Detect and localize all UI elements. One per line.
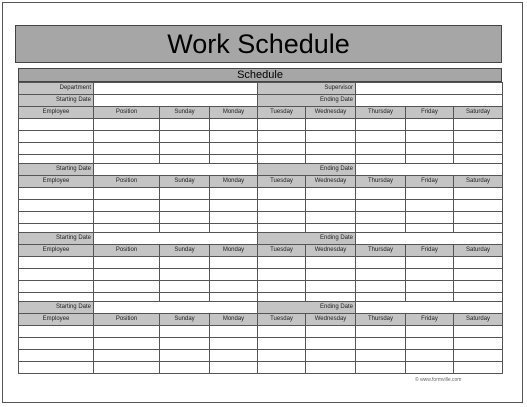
schedule-cell[interactable] xyxy=(356,131,406,143)
date-row xyxy=(19,95,503,107)
schedule-cell[interactable] xyxy=(306,119,356,131)
schedule-cell[interactable] xyxy=(454,119,503,131)
schedule-cell[interactable] xyxy=(258,257,306,269)
schedule-cell[interactable] xyxy=(306,188,356,200)
schedule-cell[interactable] xyxy=(210,131,258,143)
schedule-cell[interactable] xyxy=(306,131,356,143)
col-tuesday: Tuesday xyxy=(258,107,306,119)
col-sunday: Sunday xyxy=(160,245,210,257)
schedule-cell[interactable] xyxy=(94,326,160,338)
schedule-cell[interactable] xyxy=(306,362,356,374)
schedule-cell[interactable] xyxy=(258,338,306,350)
schedule-cell[interactable] xyxy=(356,188,406,200)
schedule-cell[interactable] xyxy=(94,188,160,200)
schedule-cell[interactable] xyxy=(210,212,258,224)
schedule-cell[interactable] xyxy=(258,200,306,212)
table-row xyxy=(19,119,503,131)
col-thursday: Thursday xyxy=(356,107,406,119)
schedule-cell[interactable] xyxy=(406,188,454,200)
col-thursday: Thursday xyxy=(356,176,406,188)
table-row xyxy=(19,326,503,338)
schedule-cell[interactable] xyxy=(94,143,160,155)
schedule-cell[interactable] xyxy=(454,188,503,200)
col-wednesday: Wednesday xyxy=(306,245,356,257)
schedule-cell[interactable] xyxy=(356,200,406,212)
schedule-cell[interactable] xyxy=(160,362,210,374)
schedule-cell[interactable] xyxy=(356,257,406,269)
schedule-cell[interactable] xyxy=(454,212,503,224)
schedule-cell[interactable] xyxy=(406,200,454,212)
schedule-cell[interactable] xyxy=(406,281,454,293)
schedule-cell[interactable] xyxy=(210,281,258,293)
schedule-cell[interactable] xyxy=(454,269,503,281)
schedule-cell[interactable] xyxy=(406,338,454,350)
schedule-cell[interactable] xyxy=(454,200,503,212)
col-wednesday: Wednesday xyxy=(306,176,356,188)
schedule-section-2 xyxy=(18,163,502,236)
schedule-cell[interactable] xyxy=(356,326,406,338)
schedule-cell[interactable] xyxy=(356,212,406,224)
schedule-cell[interactable] xyxy=(19,188,94,200)
table-row xyxy=(19,131,503,143)
col-friday: Friday xyxy=(406,314,454,326)
schedule-cell[interactable] xyxy=(94,212,160,224)
schedule-cell[interactable] xyxy=(306,212,356,224)
schedule-cell[interactable] xyxy=(406,131,454,143)
column-header-row xyxy=(19,176,503,188)
schedule-cell[interactable] xyxy=(160,200,210,212)
schedule-cell[interactable] xyxy=(356,281,406,293)
schedule-cell[interactable] xyxy=(94,350,160,362)
schedule-cell[interactable] xyxy=(19,362,94,374)
schedule-section-1 xyxy=(18,82,502,167)
col-saturday: Saturday xyxy=(454,176,503,188)
col-saturday: Saturday xyxy=(454,107,503,119)
col-employee: Employee xyxy=(19,107,94,119)
col-monday: Monday xyxy=(210,314,258,326)
schedule-cell[interactable] xyxy=(19,143,94,155)
col-wednesday: Wednesday xyxy=(306,107,356,119)
schedule-cell[interactable] xyxy=(19,257,94,269)
schedule-cell[interactable] xyxy=(19,326,94,338)
schedule-cell[interactable] xyxy=(356,269,406,281)
col-employee: Employee xyxy=(19,245,94,257)
schedule-cell[interactable] xyxy=(94,338,160,350)
table-row xyxy=(19,269,503,281)
col-thursday: Thursday xyxy=(356,245,406,257)
col-sunday: Sunday xyxy=(160,107,210,119)
table-row xyxy=(19,338,503,350)
schedule-cell[interactable] xyxy=(19,269,94,281)
col-monday: Monday xyxy=(210,245,258,257)
col-position: Position xyxy=(94,176,160,188)
ending-date-field[interactable] xyxy=(356,164,503,176)
schedule-cell[interactable] xyxy=(160,326,210,338)
schedule-cell[interactable] xyxy=(19,281,94,293)
schedule-cell[interactable] xyxy=(94,281,160,293)
schedule-cell[interactable] xyxy=(258,362,306,374)
col-position: Position xyxy=(94,107,160,119)
table-row xyxy=(19,143,503,155)
schedule-cell[interactable] xyxy=(94,200,160,212)
table-row xyxy=(19,362,503,374)
department-label: Department xyxy=(19,83,94,95)
ending-date-label: Ending Date xyxy=(258,164,356,176)
col-tuesday: Tuesday xyxy=(258,245,306,257)
col-sunday: Sunday xyxy=(160,176,210,188)
schedule-cell[interactable] xyxy=(160,119,210,131)
col-tuesday: Tuesday xyxy=(258,176,306,188)
schedule-cell[interactable] xyxy=(258,143,306,155)
table-row xyxy=(19,212,503,224)
schedule-cell[interactable] xyxy=(306,269,356,281)
date-row xyxy=(19,302,503,314)
col-sunday: Sunday xyxy=(160,314,210,326)
schedule-cell[interactable] xyxy=(210,200,258,212)
starting-date-label: Starting Date xyxy=(19,164,94,176)
column-header-row xyxy=(19,314,503,326)
schedule-cell[interactable] xyxy=(258,212,306,224)
schedule-cell[interactable] xyxy=(454,350,503,362)
schedule-cell[interactable] xyxy=(210,269,258,281)
schedule-cell[interactable] xyxy=(406,350,454,362)
table-row xyxy=(19,281,503,293)
ending-date-label: Ending Date xyxy=(258,95,356,107)
schedule-cell[interactable] xyxy=(306,326,356,338)
starting-date-field[interactable] xyxy=(94,164,258,176)
schedule-cell[interactable] xyxy=(258,119,306,131)
col-position: Position xyxy=(94,245,160,257)
schedule-cell[interactable] xyxy=(258,281,306,293)
ending-date-field[interactable] xyxy=(356,95,503,107)
schedule-cell[interactable] xyxy=(160,281,210,293)
footer-credit: © www.formville.com xyxy=(415,377,462,383)
schedule-cell[interactable] xyxy=(406,362,454,374)
col-position: Position xyxy=(94,314,160,326)
ending-date-label: Ending Date xyxy=(258,233,356,245)
col-thursday: Thursday xyxy=(356,314,406,326)
schedule-cell[interactable] xyxy=(210,362,258,374)
schedule-cell[interactable] xyxy=(19,338,94,350)
date-row xyxy=(19,233,503,245)
schedule-cell[interactable] xyxy=(454,257,503,269)
schedule-cell[interactable] xyxy=(19,119,94,131)
schedule-section-4 xyxy=(18,301,502,374)
schedule-cell[interactable] xyxy=(306,143,356,155)
schedule-rows xyxy=(19,257,503,305)
ending-date-label: Ending Date xyxy=(258,302,356,314)
ending-date-field[interactable] xyxy=(356,233,503,245)
col-monday: Monday xyxy=(210,176,258,188)
schedule-cell[interactable] xyxy=(258,269,306,281)
schedule-cell[interactable] xyxy=(454,338,503,350)
schedule-cell[interactable] xyxy=(94,269,160,281)
schedule-cell[interactable] xyxy=(406,143,454,155)
schedule-cell[interactable] xyxy=(406,326,454,338)
table-row xyxy=(19,200,503,212)
col-tuesday: Tuesday xyxy=(258,314,306,326)
schedule-cell[interactable] xyxy=(160,338,210,350)
schedule-cell[interactable] xyxy=(19,212,94,224)
schedule-cell[interactable] xyxy=(258,131,306,143)
starting-date-field[interactable] xyxy=(94,233,258,245)
starting-date-label: Starting Date xyxy=(19,302,94,314)
supervisor-label: Supervisor xyxy=(258,83,356,95)
table-row xyxy=(19,257,503,269)
starting-date-label: Starting Date xyxy=(19,233,94,245)
department-row xyxy=(19,83,503,95)
date-row xyxy=(19,164,503,176)
schedule-cell[interactable] xyxy=(356,119,406,131)
schedule-cell[interactable] xyxy=(19,131,94,143)
schedule-cell[interactable] xyxy=(210,326,258,338)
col-friday: Friday xyxy=(406,176,454,188)
schedule-cell[interactable] xyxy=(306,338,356,350)
schedule-cell[interactable] xyxy=(306,281,356,293)
starting-date-label: Starting Date xyxy=(19,95,94,107)
schedule-cell[interactable] xyxy=(454,362,503,374)
schedule-cell[interactable] xyxy=(356,143,406,155)
schedule-cell[interactable] xyxy=(306,200,356,212)
schedule-cell[interactable] xyxy=(160,131,210,143)
col-saturday: Saturday xyxy=(454,245,503,257)
schedule-cell[interactable] xyxy=(210,119,258,131)
schedule-banner: Schedule xyxy=(18,68,502,82)
column-header-row xyxy=(19,107,503,119)
schedule-cell[interactable] xyxy=(160,350,210,362)
schedule-cell[interactable] xyxy=(210,143,258,155)
schedule-section-3 xyxy=(18,232,502,305)
starting-date-field[interactable] xyxy=(94,95,258,107)
schedule-cell[interactable] xyxy=(210,188,258,200)
column-header-row xyxy=(19,245,503,257)
schedule-cell[interactable] xyxy=(94,119,160,131)
page-title: Work Schedule xyxy=(15,25,502,63)
department-field[interactable] xyxy=(94,83,258,95)
schedule-cell[interactable] xyxy=(94,362,160,374)
schedule-cell[interactable] xyxy=(160,212,210,224)
supervisor-field[interactable] xyxy=(356,83,503,95)
col-employee: Employee xyxy=(19,176,94,188)
schedule-cell[interactable] xyxy=(160,188,210,200)
schedule-cell[interactable] xyxy=(94,257,160,269)
schedule-cell[interactable] xyxy=(406,269,454,281)
schedule-cell[interactable] xyxy=(454,143,503,155)
schedule-cell[interactable] xyxy=(406,257,454,269)
schedule-cell[interactable] xyxy=(454,131,503,143)
schedule-cell[interactable] xyxy=(406,212,454,224)
starting-date-field[interactable] xyxy=(94,302,258,314)
schedule-rows xyxy=(19,326,503,374)
table-row xyxy=(19,188,503,200)
schedule-sheet xyxy=(2,2,523,403)
schedule-cell[interactable] xyxy=(160,257,210,269)
col-friday: Friday xyxy=(406,245,454,257)
schedule-cell[interactable] xyxy=(258,188,306,200)
schedule-cell[interactable] xyxy=(160,269,210,281)
schedule-cell[interactable] xyxy=(356,350,406,362)
schedule-cell[interactable] xyxy=(210,257,258,269)
col-friday: Friday xyxy=(406,107,454,119)
schedule-cell[interactable] xyxy=(19,350,94,362)
schedule-cell[interactable] xyxy=(210,338,258,350)
col-wednesday: Wednesday xyxy=(306,314,356,326)
schedule-cell[interactable] xyxy=(406,119,454,131)
schedule-cell[interactable] xyxy=(454,326,503,338)
col-employee: Employee xyxy=(19,314,94,326)
schedule-cell[interactable] xyxy=(454,281,503,293)
schedule-cell[interactable] xyxy=(356,338,406,350)
schedule-cell[interactable] xyxy=(160,143,210,155)
col-saturday: Saturday xyxy=(454,314,503,326)
schedule-rows xyxy=(19,119,503,167)
schedule-rows xyxy=(19,188,503,236)
table-row xyxy=(19,350,503,362)
schedule-cell[interactable] xyxy=(19,200,94,212)
schedule-cell[interactable] xyxy=(356,362,406,374)
schedule-cell[interactable] xyxy=(306,257,356,269)
schedule-cell[interactable] xyxy=(258,326,306,338)
schedule-cell[interactable] xyxy=(210,350,258,362)
schedule-cell[interactable] xyxy=(94,131,160,143)
schedule-cell[interactable] xyxy=(258,350,306,362)
col-monday: Monday xyxy=(210,107,258,119)
ending-date-field[interactable] xyxy=(356,302,503,314)
schedule-cell[interactable] xyxy=(306,350,356,362)
